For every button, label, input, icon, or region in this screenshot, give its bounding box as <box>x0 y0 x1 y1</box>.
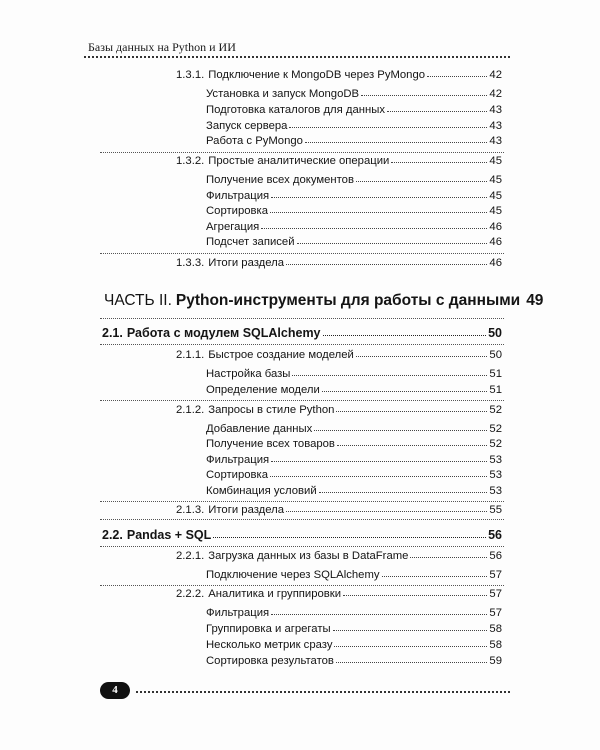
toc-entry-title: Несколько метрик сразу <box>206 639 333 651</box>
dot-leader <box>333 630 488 631</box>
toc-page-number: 46 <box>489 236 502 248</box>
toc-entry[interactable] <box>206 87 502 101</box>
toc-entry-title: Сортировка <box>206 469 269 481</box>
dot-leader <box>314 430 487 431</box>
toc-entry-title: Подключение через SQLAlchemy <box>206 569 380 581</box>
page-number-badge: 4 <box>100 682 130 699</box>
dot-leader <box>391 162 487 163</box>
dot-leader <box>336 662 488 663</box>
toc-page-number: 43 <box>489 135 502 147</box>
running-header-title: Базы данных на Python и ИИ <box>88 40 236 54</box>
toc-entry[interactable] <box>206 220 502 234</box>
toc-page-number: 50 <box>488 326 502 340</box>
toc-entry-1-3-3[interactable] <box>176 256 502 270</box>
toc-entry[interactable] <box>206 189 502 203</box>
toc-entry-title: Фильтрация <box>206 607 270 619</box>
toc-entry-number: 2.1. <box>102 326 123 340</box>
dot-leader <box>382 576 488 577</box>
toc-entry-2-1-3[interactable] <box>176 503 502 517</box>
toc-entry[interactable] <box>206 468 502 482</box>
toc-entry[interactable] <box>206 367 502 381</box>
dot-leader <box>286 264 487 265</box>
toc-entry-title: Сортировка результатов <box>206 655 334 667</box>
toc-page-number: 50 <box>489 349 502 361</box>
section-separator <box>100 400 504 401</box>
toc-entry[interactable] <box>206 654 502 668</box>
dot-leader <box>305 142 487 143</box>
toc-entry-title: Pandas + SQL <box>126 528 212 542</box>
section-separator <box>100 585 504 586</box>
toc-entry-title: Запуск сервера <box>206 120 288 132</box>
dot-leader <box>270 212 487 213</box>
toc-entry[interactable] <box>206 204 502 218</box>
toc-part-2[interactable] <box>104 292 544 310</box>
part-label: ЧАСТЬ II. <box>104 292 172 309</box>
toc-entry-number: 2.2. <box>102 528 123 542</box>
toc-entry-title: Итоги раздела <box>208 257 285 269</box>
toc-page-number: 45 <box>489 190 502 202</box>
toc-page-number: 52 <box>489 404 502 416</box>
toc-entry[interactable] <box>206 484 502 498</box>
toc-entry-2-2-1[interactable] <box>176 549 502 563</box>
toc-entry-title: Группировка и агрегаты <box>206 623 331 635</box>
toc-page-number: 42 <box>489 69 502 81</box>
toc-entry[interactable] <box>206 622 502 636</box>
section-separator <box>100 344 504 345</box>
dot-leader <box>343 595 487 596</box>
toc-entry-number: 1.3.2. <box>176 155 205 167</box>
dot-leader <box>356 181 487 182</box>
toc-entry[interactable] <box>206 119 502 133</box>
dot-leader <box>361 95 487 96</box>
toc-entry[interactable] <box>206 383 502 397</box>
toc-entry-title: Добавление данных <box>206 423 313 435</box>
toc-page-number: 58 <box>489 639 502 651</box>
toc-entry-title: Получение всех товаров <box>206 438 335 450</box>
dot-leader <box>387 111 487 112</box>
toc-entry-title: Работа с модулем SQLAlchemy <box>126 326 321 340</box>
toc-entry-2-1-1[interactable] <box>176 348 502 362</box>
toc-entry-number: 2.2.1. <box>176 550 205 562</box>
toc-entry-title: Загрузка данных из базы в DataFrame <box>208 550 409 562</box>
dot-leader <box>271 461 487 462</box>
toc-entry-number: 2.2.2. <box>176 588 205 600</box>
toc-entry[interactable] <box>206 437 502 451</box>
toc-chapter-2-2[interactable] <box>102 528 502 542</box>
toc-entry[interactable] <box>206 568 502 582</box>
toc-entry-title: Подготовка каталогов для данных <box>206 104 386 116</box>
toc-entry-title: Комбинация условий <box>206 485 317 497</box>
toc-chapter-2-1[interactable] <box>102 326 502 340</box>
dot-leader <box>356 356 488 357</box>
part-title: Python-инструменты для работы с данными <box>175 292 521 309</box>
toc-page-number: 51 <box>489 384 502 396</box>
toc-entry-title: Определение модели <box>206 384 320 396</box>
toc-page-number: 59 <box>489 655 502 667</box>
toc-entry-title: Получение всех документов <box>206 174 354 186</box>
toc-page-number: 43 <box>489 104 502 116</box>
toc-entry-title: Итоги раздела <box>208 504 285 516</box>
toc-page-number: 52 <box>489 438 502 450</box>
toc-page-number: 51 <box>489 368 502 380</box>
toc-entry[interactable] <box>206 638 502 652</box>
toc-entry-title: Работа с PyMongo <box>206 135 303 147</box>
dot-leader <box>213 537 486 538</box>
toc-entry-title: Установка и запуск MongoDB <box>206 88 360 100</box>
toc-entry-title: Подсчет записей <box>206 236 295 248</box>
toc-entry-number: 2.1.2. <box>176 404 205 416</box>
toc-entry-title: Подключение к MongoDB через PyMongo <box>208 69 426 81</box>
toc-entry[interactable] <box>206 235 502 249</box>
section-separator <box>100 152 504 153</box>
toc-entry-title: Фильтрация <box>206 190 270 202</box>
toc-page-number: 45 <box>489 174 502 186</box>
toc-entry-title: Быстрое создание моделей <box>208 349 354 361</box>
toc-page-number: 53 <box>489 454 502 466</box>
dot-leader <box>323 335 487 336</box>
toc-entry-title: Простые аналитические операции <box>208 155 390 167</box>
toc-page-number: 45 <box>489 155 502 167</box>
dot-leader <box>270 476 487 477</box>
toc-entry[interactable] <box>206 173 502 187</box>
toc-page-number: 53 <box>489 469 502 481</box>
dot-leader <box>271 197 487 198</box>
toc-page-number: 58 <box>489 623 502 635</box>
dot-leader <box>322 391 488 392</box>
dot-leader <box>289 127 487 128</box>
toc-entry-1-3-2[interactable] <box>176 154 502 168</box>
toc-page-number: 57 <box>489 607 502 619</box>
dot-leader <box>292 375 487 376</box>
dot-leader <box>410 557 487 558</box>
toc-entry[interactable] <box>206 134 502 148</box>
toc-entry-number: 1.3.3. <box>176 257 205 269</box>
dot-leader <box>334 646 487 647</box>
dot-leader <box>271 614 487 615</box>
toc-entry[interactable] <box>206 422 502 436</box>
toc-entry[interactable] <box>206 453 502 467</box>
dot-leader <box>261 228 487 229</box>
toc-entry-title: Запросы в стиле Python <box>208 404 335 416</box>
toc-entry-title: Агрегация <box>206 221 260 233</box>
toc-page-number: 53 <box>489 485 502 497</box>
toc-page-number: 57 <box>489 588 502 600</box>
toc-entry-1-3-1[interactable] <box>176 68 502 82</box>
section-separator <box>100 501 504 502</box>
toc-page-number: 57 <box>489 569 502 581</box>
toc-entry-2-2-2[interactable] <box>176 587 502 601</box>
toc-entry-number: 2.1.1. <box>176 349 205 361</box>
toc-page-number: 56 <box>488 528 502 542</box>
dot-leader <box>427 76 487 77</box>
toc-entry-title: Аналитика и группировки <box>208 588 342 600</box>
section-separator <box>100 318 504 319</box>
toc-entry-number: 1.3.1. <box>176 69 205 81</box>
dot-leader <box>336 411 487 412</box>
footer-dotted-rule <box>136 691 510 693</box>
section-separator <box>100 253 504 254</box>
toc-entry-number: 2.1.3. <box>176 504 205 516</box>
toc-entry[interactable] <box>206 606 502 620</box>
dot-leader <box>319 492 488 493</box>
toc-page-number: 46 <box>489 221 502 233</box>
toc-entry-title: Сортировка <box>206 205 269 217</box>
toc-entry-2-1-2[interactable] <box>176 403 502 417</box>
toc-entry-title: Фильтрация <box>206 454 270 466</box>
toc-page-number: 42 <box>489 88 502 100</box>
section-separator <box>100 519 504 520</box>
toc-page-number: 56 <box>489 550 502 562</box>
toc-page-number: 49 <box>526 292 544 309</box>
toc-page-number: 55 <box>489 504 502 516</box>
dot-leader <box>297 243 488 244</box>
toc-page-number: 46 <box>489 257 502 269</box>
section-separator <box>100 546 504 547</box>
toc-page-number: 43 <box>489 120 502 132</box>
dot-leader <box>337 445 487 446</box>
toc-entry[interactable] <box>206 103 502 117</box>
dot-leader <box>286 511 487 512</box>
toc-page-number: 52 <box>489 423 502 435</box>
toc-entry-title: Настройка базы <box>206 368 291 380</box>
toc-page-number: 45 <box>489 205 502 217</box>
